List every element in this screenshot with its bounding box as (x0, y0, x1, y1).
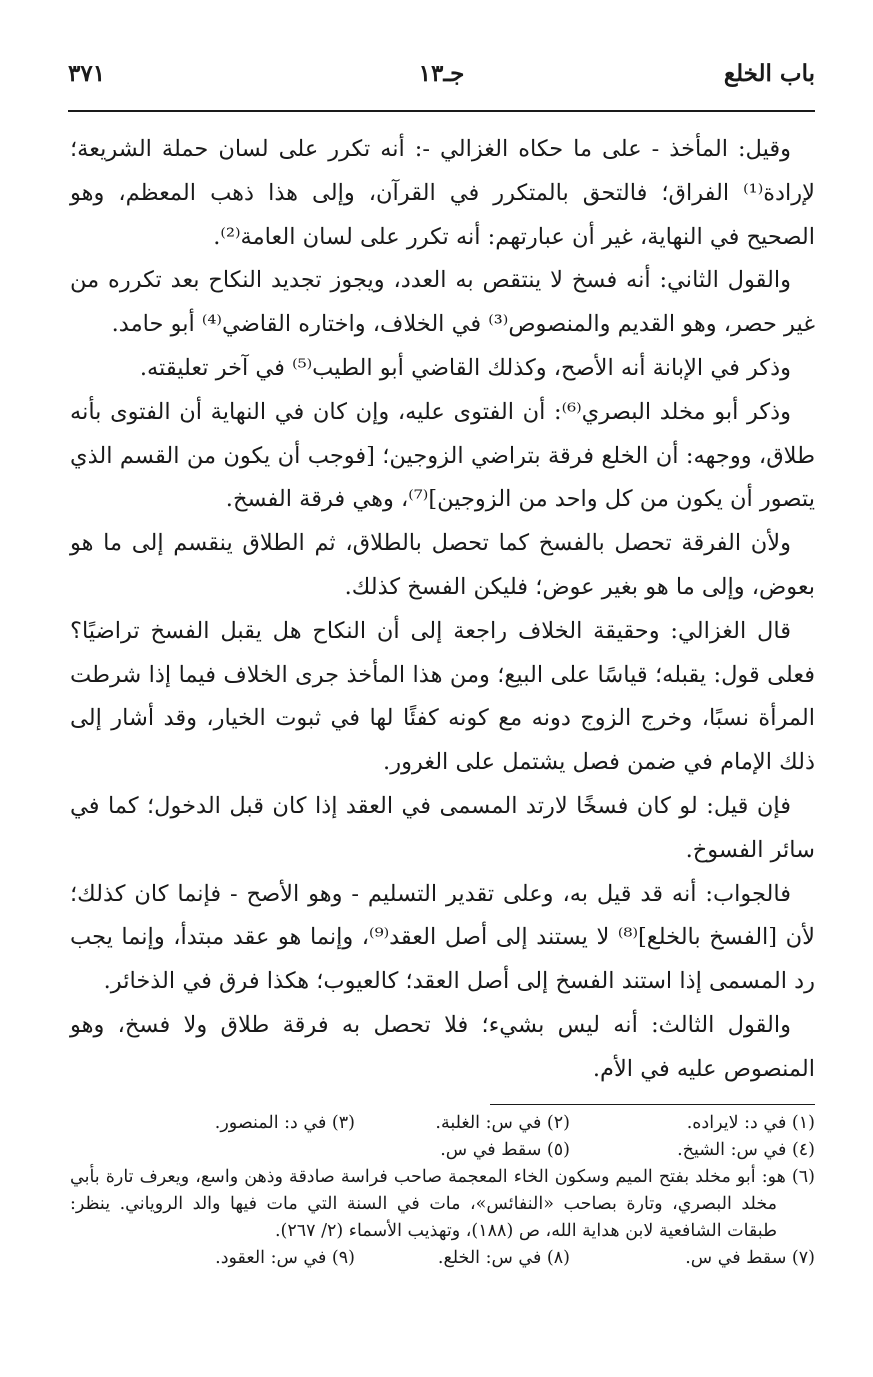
chapter-title: باب الخلع (723, 60, 815, 87)
paragraph: وذكر أبو مخلد البصري⁽⁶⁾: أن الفتوى عليه، وإن كان في النهاية أن الفتوى بأنه طلاق، ووجهه: أن الخلع فرقة بتراضي الزوجين؛ [فوجب أن يكون من القسم الذي يتصور أن يكون من كل واحد من الزوجين]⁽⁷⁾، وهي فرقة الفسخ. (70, 398, 815, 513)
page-number: ٣٧١ (68, 60, 106, 87)
footnote: (٣) في د: المنصور. (214, 1113, 355, 1133)
footnotes (70, 1110, 815, 1272)
footnote: (١) في د: لايراده. (686, 1113, 815, 1133)
paragraph: والقول الثالث: أنه ليس بشيء؛ فلا تحصل به فرقة طلاق ولا فسخ، وهو المنصوص عليه في الأم. (70, 1011, 815, 1082)
footnote: (٨) في س: الخلع. (437, 1248, 570, 1268)
main-text (70, 128, 815, 1092)
paragraph: وذكر في الإبانة أنه الأصح، وكذلك القاضي أبو الطيب⁽⁵⁾ في آخر تعليقته. (139, 354, 791, 381)
paragraph: وقيل: المأخذ - على ما حكاه الغزالي -: أنه تكرر على لسان حملة الشريعة؛ لإرادة⁽¹⁾ الفراق؛ فالتحق بالمتكرر في القرآن، وإلى هذا ذهب المعظم، وهو الصحيح في النهاية، غير أن عبارتهم: أنه تكرر على لسان العامة⁽²⁾. (70, 136, 815, 250)
footnote-row (70, 1245, 815, 1272)
footnote: (٤) في س: الشيخ. (677, 1140, 815, 1160)
footnote: (٧) سقط في س. (685, 1248, 815, 1268)
footnote-row (70, 1110, 815, 1137)
volume-label: جـ١٣ (418, 60, 465, 87)
footnote-row (70, 1137, 815, 1164)
header-divider (68, 110, 815, 112)
footnote: (٥) سقط في س. (440, 1140, 570, 1160)
running-header (68, 58, 815, 98)
paragraph: ولأن الفرقة تحصل بالفسخ كما تحصل بالطلاق، ثم الطلاق ينقسم إلى ما هو بعوض، وإلى ما هو بغير عوض؛ فليكن الفسخ كذلك. (70, 530, 815, 600)
paragraph: فالجواب: أنه قد قيل به، وعلى تقدير التسليم - وهو الأصح - فإنما كان كذلك؛ لأن [الفسخ بالخلع]⁽⁸⁾ لا يستند إلى أصل العقد⁽⁹⁾، وإنما هو عقد مبتدأ، وإنما يجب رد المسمى إذا استند الفسخ إلى أصل العقد؛ كالعيوب؛ هكذا فرق في الذخائر. (70, 880, 815, 995)
footnote: (٢) في س: الغلبة. (435, 1113, 570, 1133)
footnote: (٩) في س: العقود. (215, 1248, 355, 1268)
paragraph: قال الغزالي: وحقيقة الخلاف راجعة إلى أن النكاح هل يقبل الفسخ تراضيًا؟ فعلى قول: يقبله؛ قياسًا على البيع؛ ومن هذا المأخذ جرى الخلاف فيما إذا شرطت المرأة نسبًا، وخرج الزوج دونه مع كونه كفئًا لها في ثبوت الخيار، وقد أشار إلى ذلك الإمام في ضمن فصل يشتمل على الغرور. (70, 617, 815, 776)
footnote-divider (490, 1104, 815, 1105)
paragraph: والقول الثاني: أنه فسخ لا ينتقص به العدد، ويجوز تجديد النكاح بعد تكرره من غير حصر، وهو القديم والمنصوص⁽³⁾ في الخلاف، واختاره القاضي⁽⁴⁾ أبو حامد. (70, 267, 815, 338)
paragraph: فإن قيل: لو كان فسخًا لارتد المسمى في العقد إذا كان قبل الدخول؛ كما في سائر الفسوخ. (70, 792, 815, 863)
footnote: (٦) هو: أبو مخلد بفتح الميم وسكون الخاء المعجمة صاحب فراسة صادقة وذهن واسع، ويعرف تارة بأبي مخلد البصري، وتارة بصاحب «النفائس»، مات في السنة التي مات فيها والد الروياني. ينظر: طبقات الشافعية لابن هداية الله، ص (١٨٨)، وتهذيب الأسماء (٢/ ٢٦٧). (70, 1167, 815, 1241)
